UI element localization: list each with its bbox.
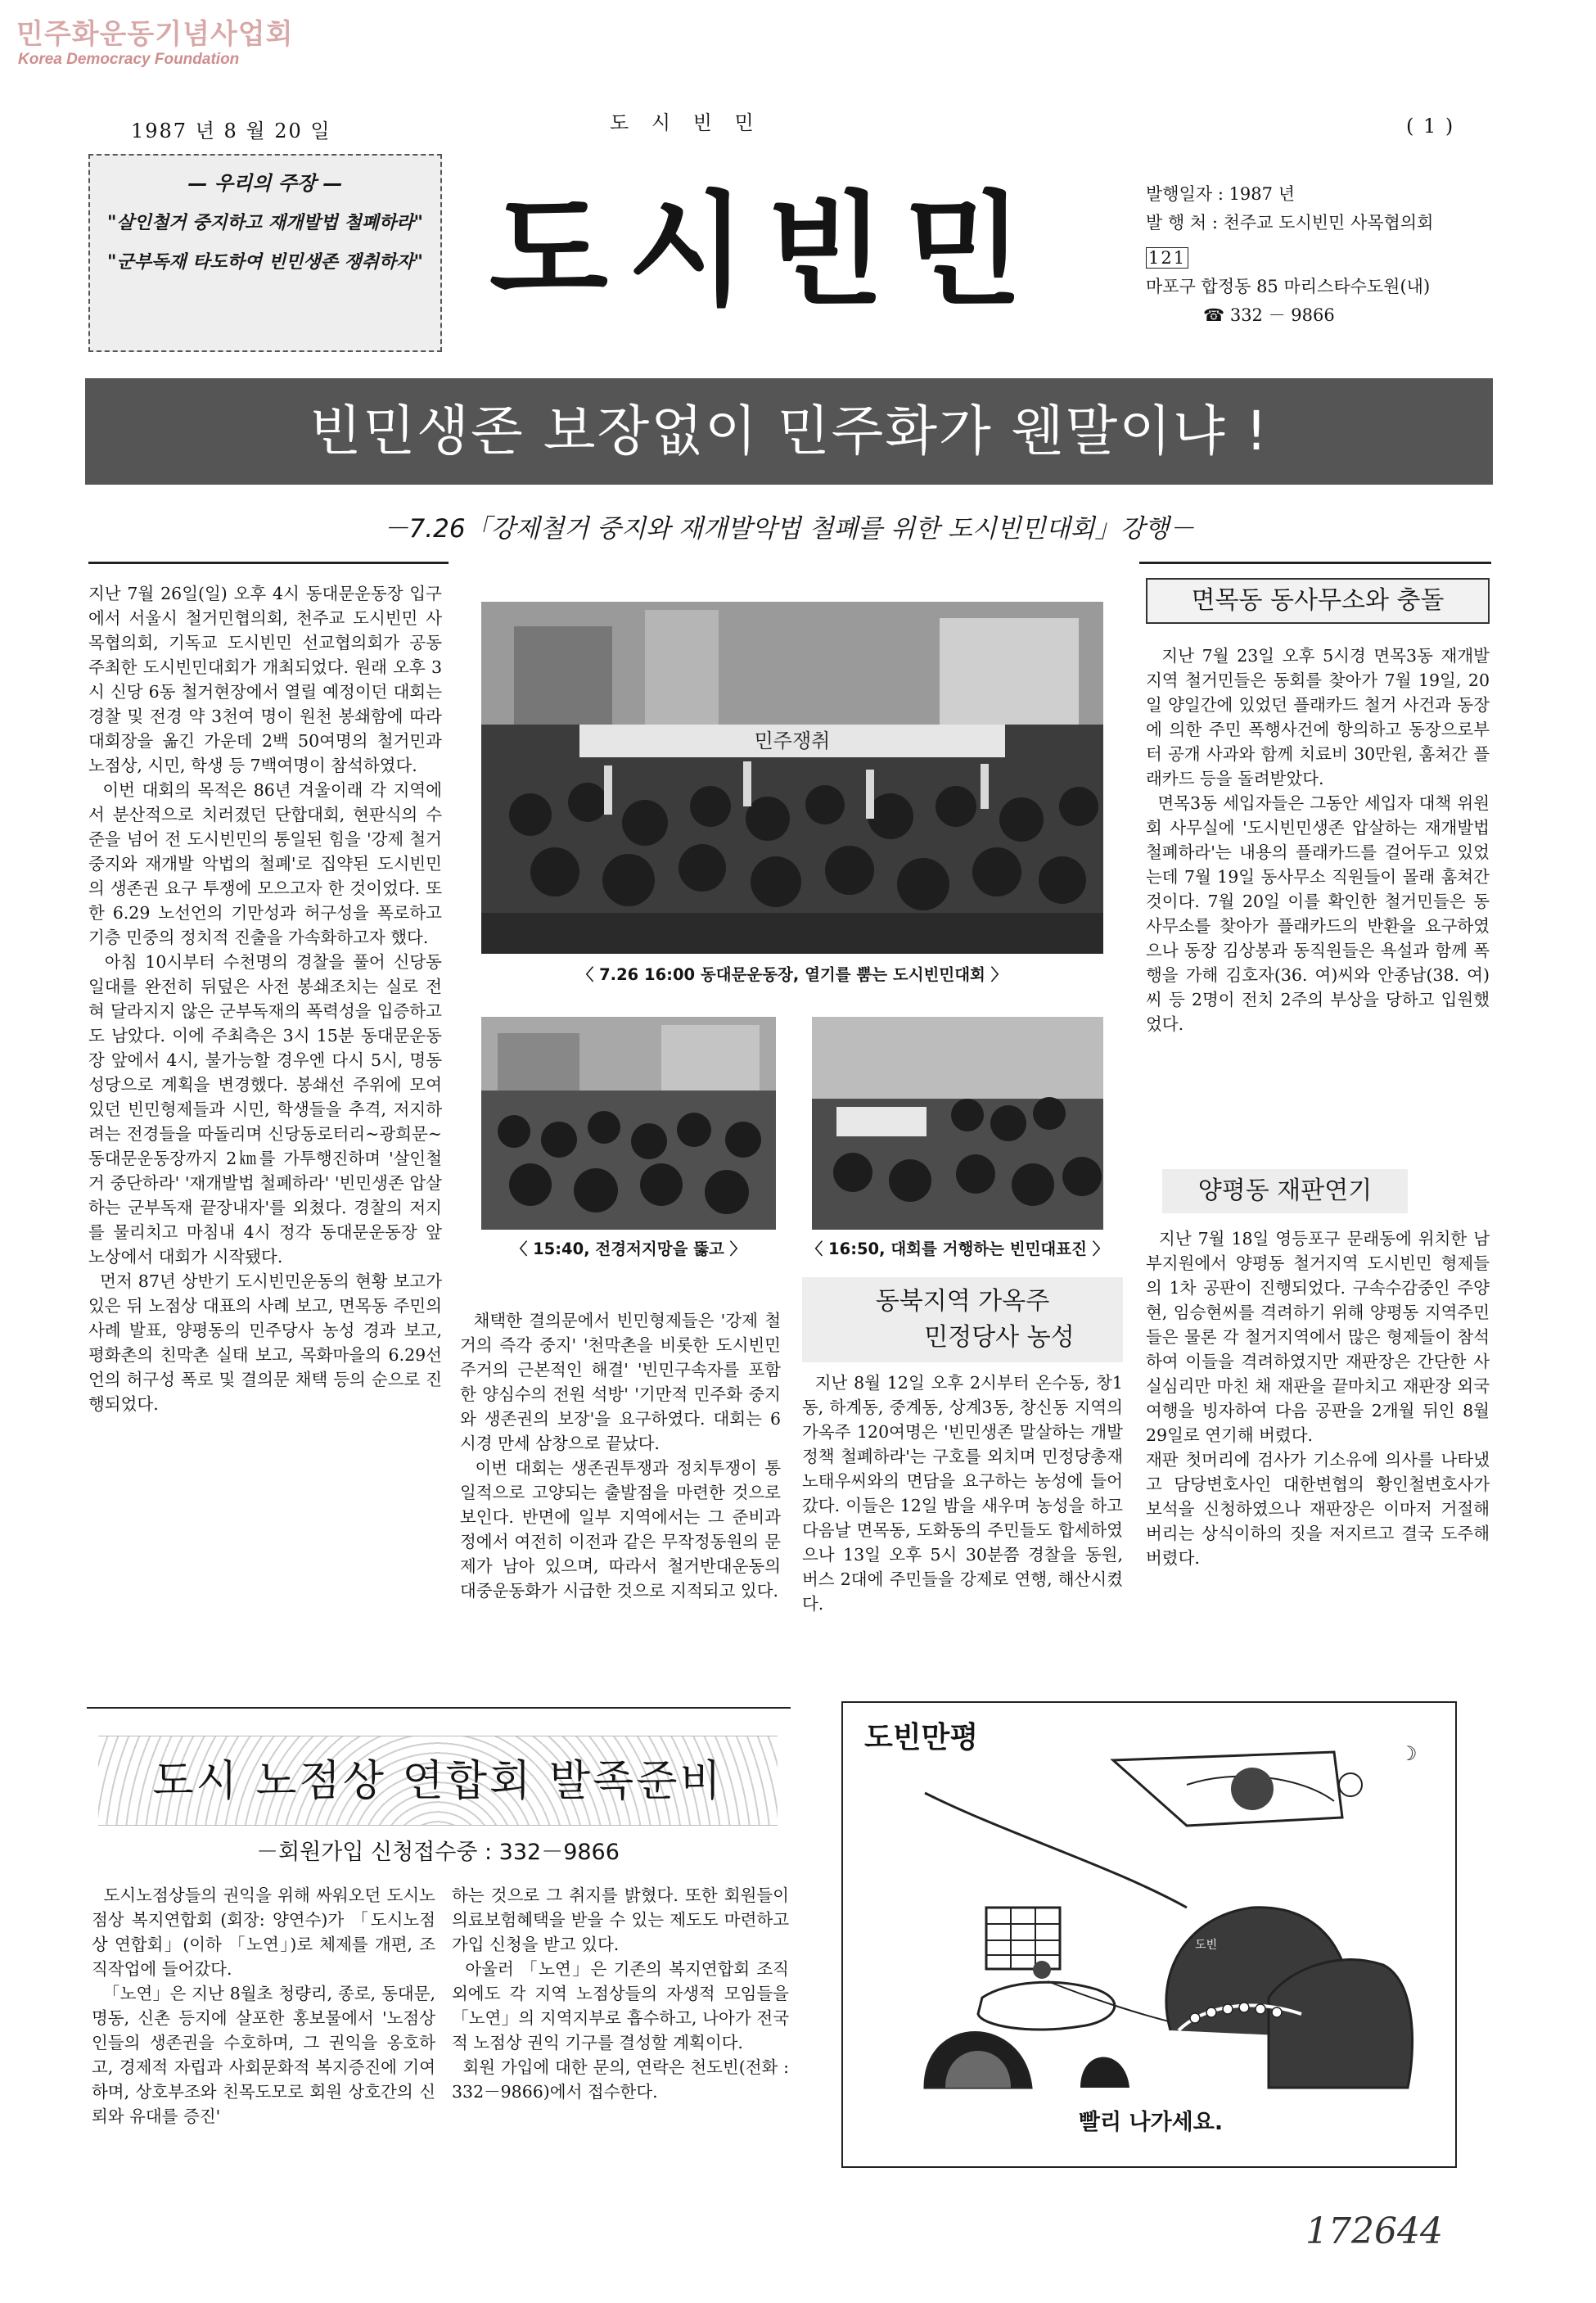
publisher-name: 발 행 처 : 천주교 도시빈민 사목협의회 xyxy=(1146,213,1434,233)
photo-police-line xyxy=(481,1017,776,1230)
vendors-headline: 도시 노점상 연합회 발족준비 xyxy=(98,1736,778,1826)
myeonmok-headline: 면목동 동사무소와 충돌 xyxy=(1146,578,1490,624)
vendors-story-left: 도시노점상들의 권익을 위해 싸워오던 도시노점상 복지연합회 (회장: 양연수)가 「도시노점상 연합회」(이하 「노연」)로 체제를 개편, 조직작업에 들어갔다. 「노연」은 지난 8월초 청량리, 종로, 동대문, 명동, 신촌 등지에 살포한 홍보물에서 '노점상인들의 생존권을 수호하며, 그 권익을 옹호하고, 경제적 자립과 사회문화적 복지증진에 기여하며, 상호부조와 친목도모로 회원 상호간의 신뢰와 유대를 증진' xyxy=(92,1885,435,2126)
myeonmok-story: 지난 7월 23일 오후 5시경 면목3동 재개발 지역 철거민들은 동회를 찾아가 7월 19일, 20일 양일간에 있었던 플래카드 철거 사건과 동장에 의한 주민 폭행사건에 항의하고 동장으로부터 공개 사과와 함께 치료비 30만원, 훔쳐간 플래카드 등을 돌려받았다. 면목3동 세입자들은 그동안 세입자 대책 위원회 사무실에 '도시빈민생존 압살하는 재개발법 철폐하라'는 내용의 플래카드를 걸어두고 있었는데 7월 19일 동사무소 직원들이 몰래 훔쳐간 것이다. 7월 20일 이를 확인한 철거민들은 동사무소를 찾아가 플래카드의 반환을 요구하였으나 동장 김상봉과 동직원들은 욕설과 함께 폭행을 가해 김호자(36. 여)씨와 안종남(38. 여)씨 등 2명이 전치 2주의 부상을 당하고 입원했었다. xyxy=(1146,646,1490,1034)
cartoon-title: 도빈만평 xyxy=(864,1721,979,1754)
claim-item: "살인철거 중지하고 재개발법 철폐하라" xyxy=(107,213,423,233)
column-rule xyxy=(88,562,449,564)
vendors-subheadline: －회원가입 신청접수중 : 332－9866 xyxy=(256,1840,620,1865)
rally-crowd-image xyxy=(481,602,1103,954)
yangpyeong-headline: 양평동 재판연기 xyxy=(1162,1169,1408,1213)
cartoon-drawing xyxy=(843,1703,1457,2168)
left-photo-caption: 〈 15:40, 전경저지망을 뚫고 〉 xyxy=(511,1240,746,1258)
page-number: ( 1 ) xyxy=(1406,115,1455,138)
main-photo-caption: 〈 7.26 16:00 동대문운동장, 열기를 뿜는 도시빈민대회 〉 xyxy=(577,965,1008,984)
svg-text:☽: ☽ xyxy=(1400,1742,1418,1765)
foundation-watermark-english: Korea Democracy Foundation xyxy=(18,51,240,68)
postal-code: 121 xyxy=(1146,247,1188,269)
headline-banner: 빈민생존 보장없이 민주화가 웬말이냐 ! xyxy=(85,378,1493,485)
northeast-title-line2: 민정당사 농성 xyxy=(924,1323,1075,1352)
issue-date: 1987 년 8 월 20 일 xyxy=(131,120,331,142)
masthead-title: 도시빈민 xyxy=(489,180,1043,323)
main-story-column: 지난 7월 26일(일) 오후 4시 동대문운동장 입구에서 서울시 철거민협의회, 천주교 도시빈민 사목협의회, 기독교 도시빈민 선교협의회가 공동 주최한 도시빈민대회가 개최되었다. 원래 오후 3시 신당 6동 철거현장에서 열릴 예정이던 대회는 경찰 및 전경 약 3천여 명이 원천 봉쇄함에 따라 대회장을 옮긴 가운데 2백 50여명의 철거민과 노점상, 시민, 학생 등 7백여명이 참석하였다. 이번 대회의 목적은 86년 겨울이래 각 지역에서 분산적으로 치러졌던 단합대회, 현판식의 수준을 넘어 전 도시빈민의 통일된 힘을 '강제 철거 중지와 재개발 악법의 철폐'로 집약된 도시빈민의 생존권 요구 투쟁에 모으고자 한 것이었다. 또한 6.29 노선언의 기만성과 허구성을 폭로하고 기층 민중의 정치적 진출을 가속화하고자 했다. 아침 10시부터 수천명의 경찰을 풀어 신당동 일대를 완전히 뒤덮은 사전 봉쇄조치는 실로 전혀 달라지지 않은 군부독재의 폭력성을 입증하고도 남았다. 이에 주최측은 3시 15분 동대문운동장 앞에서 4시, 불가능할 경우엔 다시 5시, 명동성당으로 계획을 변경했다. 봉쇄선 주위에 모여있던 빈민형제들과 시민, 학생들을 추격, 저지하려는 전경들을 따돌리며 신당동로터리~광희문~동대문운동장까지 2㎞를 가투행진하며 '살인철거 중단하라' '재개발법 철폐하라' '빈민생존 압살하는 군부독재 끝장내자'를 외쳤다. 경찰의 저지를 물리치고 마침내 4시 정각 동대문운동장 앞 노상에서 대회가 시작됐다. 먼저 87년 상반기 도시빈민운동의 현황 보고가 있은 뒤 노점상 대표의 사례 보고, 면목동 주민의 사례 발표, 양평동의 민주당사 농성 경과 보고, 평화촌의 친막촌 실태 보고, 목화마을의 6.29선언의 허구성 폭로 및 결의문 채택 등의 순으로 진행되었다. xyxy=(88,584,442,1414)
publisher-info xyxy=(1146,180,1531,330)
northeast-title-line1: 동북지역 가옥주 xyxy=(875,1287,1050,1316)
photo-representatives xyxy=(812,1017,1103,1230)
foundation-watermark: 민주화운동기념사업회 xyxy=(16,18,294,51)
column-rule xyxy=(1139,562,1491,564)
claim-item: "군부독재 타도하여 빈민생존 쟁취하자" xyxy=(107,252,423,273)
march-image xyxy=(481,1017,776,1230)
speakers-image xyxy=(812,1017,1103,1230)
cartoon-caption: 빨리 나가세요. xyxy=(1078,2110,1224,2135)
northeast-story: 지난 8월 12일 오후 2시부터 온수동, 창1동, 하계동, 중계동, 상계3동, 창신동 지역의 가옥주 120여명은 '빈민생존 말살하는 개발정책 철폐하라'는 구호를 외치며 민정당총재 노태우씨와의 면담을 요구하는 농성에 들어갔다. 이들은 12일 밤을 새우며 농성을 하고 다음날 면목동, 도화동의 주민들도 합세하였으나 13일 오후 5시 30분쯤 경찰을 동원, 버스 2대에 주민들을 강제로 연행, 해산시켰다. xyxy=(802,1373,1129,1614)
publisher-address: 마포구 합정동 85 마리스타수도원(내) xyxy=(1146,277,1431,296)
main-story-continued: 채택한 결의문에서 빈민형제들은 '강제 철거의 즉각 중지' '천막촌을 비롯한 도시빈민 주거의 근본적인 해결' '빈민구속자를 포함한 양심수의 전원 석방' '기만적 민주화 중지와 생존권의 보장'을 요구하였다. 대회는 6시경 만세 삼창으로 끝났다. 이번 대회는 생존권투쟁과 정치투쟁이 통일적으로 고양되는 출발점을 마련한 것으로 보인다. 반면에 일부 지역에서는 그 준비과정에서 여전히 이전과 같은 무작정동원의 문제가 남아 있으며, 따라서 철거반대운동의 대중운동화가 시급한 것으로 지적되고 있다. xyxy=(460,1311,781,1601)
claims-box xyxy=(88,154,442,352)
publish-date: 발행일자 : 1987 년 xyxy=(1146,184,1295,204)
paper-name-header: 도 시 빈 민 xyxy=(610,111,762,134)
vendors-story-right: 하는 것으로 그 취지를 밝혔다. 또한 회원들이 의료보험혜택을 받을 수 있는 제도도 마련하고 가입 신청을 받고 있다. 아울러 「노연」은 기존의 복지연합회 조직 외에도 각 지역 노점상들의 자생적 모임들을 「노연」의 지역지부로 흡수하고, 나아가 전국적 노점상 권익 기구를 결성할 계획이다. 회원 가입에 대한 문의, 연락은 천도빈(전화 : 332－9866)에서 접수한다. xyxy=(452,1885,789,2102)
publisher-phone: ☎ 332 － 9866 xyxy=(1203,305,1335,325)
yangpyeong-story: 지난 7월 18일 영등포구 문래동에 위치한 남부지원에서 양평동 철거지역 도시빈민 형제들의 1차 공판이 진행되었다. 구속수감중인 주양현, 임승현씨를 격려하기 위해 양평동 지역주민들은 물론 각 철거지역에서 많은 형제들이 참석하여 이들을 격려하였지만 재판장은 간단한 사실심리만 마친 채 재판을 끝마치고 재판장 외국여행을 빙자하여 다음 공판을 2개월 뒤인 8월 29일로 연기해 버렸다. 재판 첫머리에 검사가 기소유에 의사를 나타냈고 담당변호사인 대한변협의 황인철변호사가 보석을 신청하였으나 재판장은 이마저 거절해버리는 상식이하의 짓을 저지르고 결국 도주해 버렸다. xyxy=(1146,1229,1490,1568)
main-photo xyxy=(481,602,1103,954)
northeast-headline xyxy=(802,1277,1123,1362)
handwritten-archive-number: 172644 xyxy=(1305,2210,1443,2252)
subheadline: －7.26「강제철거 중지와 재개발악법 철폐를 위한 도시빈민대회」강행－ xyxy=(383,514,1195,544)
photo-banner-text: 민주쟁취 xyxy=(754,729,831,752)
right-photo-caption: 〈 16:50, 대회를 거행하는 빈민대표진 〉 xyxy=(806,1240,1109,1258)
editorial-cartoon xyxy=(841,1701,1457,2168)
cartoon-sign: 도빈 xyxy=(1195,1939,1218,1952)
claims-title: — 우리의 주장 — xyxy=(187,172,343,195)
